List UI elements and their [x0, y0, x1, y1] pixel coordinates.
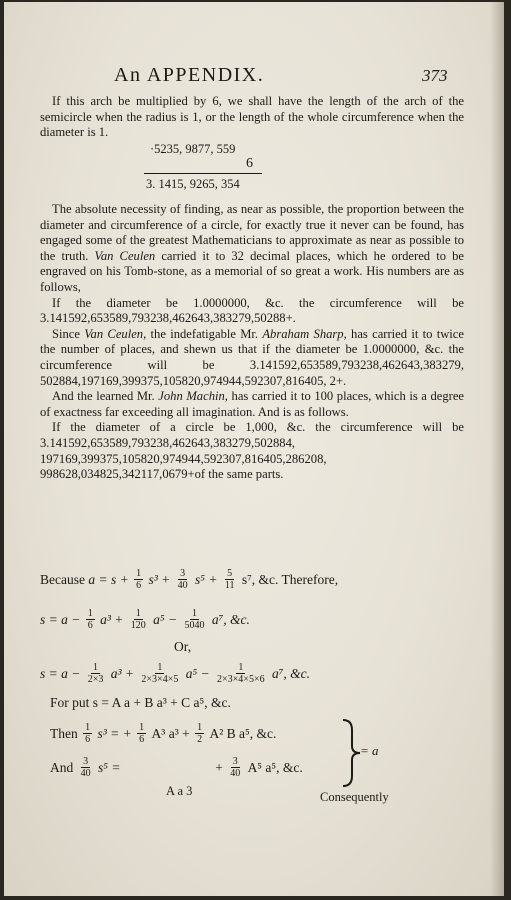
numerator: 1: [238, 662, 244, 673]
equation-s-series: [40, 608, 480, 638]
math-text: a = s +: [88, 571, 129, 587]
catchword: Consequently: [320, 790, 389, 804]
name-abraham-sharp: Abraham Sharp,: [262, 326, 347, 341]
equation-then: [50, 722, 490, 752]
denominator: 2×3×4×5: [141, 674, 179, 685]
paragraph-sharp: [40, 327, 464, 389]
fraction: [86, 662, 106, 685]
calc-multiplicand: ·5235, 9877, 559: [150, 142, 236, 156]
numerator: 1: [197, 722, 203, 733]
math-text: And: [50, 759, 74, 775]
equation-s-factorial: [40, 662, 480, 692]
denominator: 2×3: [87, 674, 104, 685]
numerator: 1: [87, 608, 93, 619]
text-run: The absolute necessity of finding, as near as possible, the proportion between the diameter and circumference of a circle, for exactly true it never can be found, has engaged some of the greatest Mathematicians to approximate as near as possible to the truth.: [40, 202, 464, 263]
calc-result: 3. 1415, 9265, 354: [146, 177, 240, 191]
numerator: 3: [180, 568, 186, 579]
math-text: A² B a⁵, &c.: [209, 725, 277, 741]
denominator: 40: [177, 580, 188, 591]
denominator: 6: [136, 580, 142, 591]
running-title: An APPENDIX.: [114, 64, 265, 86]
book-page: [4, 2, 504, 896]
fraction: [86, 608, 95, 631]
page-header: [4, 64, 504, 88]
text-run: carried it to 32 decimal places, which he ordered to be engraved on his Tomb-stone, as a memorial of so great a work. His numbers are as follows,: [40, 248, 464, 294]
equation-and: [50, 756, 490, 786]
equation-because: [40, 568, 480, 598]
fraction: [83, 722, 92, 745]
math-text: s⁵ +: [195, 571, 218, 587]
math-text: a⁵ −: [153, 611, 178, 627]
denominator: 6: [87, 620, 93, 631]
denominator: 6: [85, 734, 91, 745]
math-text: s⁷, &c. Therefore,: [241, 571, 339, 587]
math-text: A³ a³ +: [151, 725, 190, 741]
math-text: a³ +: [100, 611, 124, 627]
text-run: And the learned Mr.: [52, 389, 155, 404]
fraction: [182, 608, 206, 631]
denominator: 40: [80, 768, 91, 779]
fraction: [228, 756, 242, 779]
math-text: s³ = +: [97, 725, 132, 741]
numerator: 1: [191, 608, 197, 619]
math-text: a³ +: [110, 665, 135, 681]
math-text: +: [215, 759, 223, 775]
fraction: [79, 756, 93, 779]
paragraph-machin-value: If the diameter of a circle be 1,000, &c. the circumference will be 3.141592,653589,793238,462643,383279,502884, 197169,399375,105820,974944,592307,816405,286208, 998628,034825,342117,0679+of the same parts.: [40, 420, 464, 482]
math-text: a⁵ −: [185, 665, 210, 681]
fraction: [134, 568, 143, 591]
math-text: a⁷, &c.: [271, 665, 311, 681]
fraction: [176, 568, 190, 591]
right-brace-icon: [340, 718, 362, 788]
text-run: the indefatigable Mr.: [150, 326, 259, 341]
math-text: Because: [40, 571, 85, 587]
numerator: 1: [157, 662, 163, 673]
numerator: 1: [136, 568, 142, 579]
text-line: If this arch be multiplied by 6, we shall have the length of the arch of the semicircle when the radius is 1, or the length of the whole circumference when the diameter is 1.: [40, 94, 464, 140]
calc-multiplier: 6: [246, 156, 253, 171]
fraction: [223, 568, 237, 591]
numerator: 1: [85, 722, 91, 733]
denominator: 120: [130, 620, 146, 631]
numerator: 1: [139, 722, 145, 733]
fraction: [139, 662, 180, 685]
paragraph-necessity: [40, 202, 464, 296]
fraction: [137, 722, 146, 745]
denominator: 5040: [184, 620, 205, 631]
numerator: 3: [232, 756, 238, 767]
equals-a: = a: [360, 743, 379, 758]
math-text: s³ +: [148, 571, 171, 587]
fraction: [215, 662, 267, 685]
math-text: s⁵ =: [98, 759, 121, 775]
equation-for-put: [50, 694, 490, 724]
paragraph-block-pi: [40, 202, 464, 483]
denominator: 2: [197, 734, 203, 745]
name-van-ceulen: Van Ceulen: [94, 248, 156, 263]
page-edge-shadow: [490, 2, 504, 896]
math-text: Then: [50, 725, 78, 741]
denominator: 40: [230, 768, 241, 779]
fraction: [195, 722, 204, 745]
numerator: 5: [227, 568, 233, 579]
calc-rule: [144, 173, 262, 174]
page-number: 373: [422, 66, 448, 85]
name-john-machin: John Machin,: [158, 389, 228, 404]
math-text: A⁵ a⁵, &c.: [247, 759, 303, 775]
signature-mark: A a 3: [166, 784, 193, 798]
text-run: Since: [52, 326, 80, 341]
math-text: Or,: [174, 638, 192, 654]
math-text: s = a −: [40, 665, 81, 681]
paragraph-machin: [40, 389, 464, 420]
name-van-ceulen: Van Ceulen,: [84, 326, 147, 341]
denominator: 2×3×4×5×6: [217, 674, 265, 685]
fraction: [129, 608, 148, 631]
math-text: For put s = A a + B a³ + C a⁵, &c.: [50, 694, 231, 710]
math-text: a⁷, &c.: [211, 611, 250, 627]
numerator: 1: [93, 662, 99, 673]
paragraph-arch-multiplied: [40, 94, 464, 141]
denominator: 11: [224, 580, 235, 591]
math-text: s = a −: [40, 611, 81, 627]
numerator: 1: [135, 608, 141, 619]
numerator: 3: [83, 756, 89, 767]
text-run: has carried it to 100 places, which is a degree of exactness far exceeding all imagination. And is as follows.: [40, 389, 465, 419]
paragraph-van-ceulen-value: If the diameter be 1.0000000, &c. the circumference will be 3.141592,653589,793238,462643,383279,50288+.: [40, 295, 464, 326]
text-run: has carried it to twice the number of places, and shewn us that if the diameter be 1.0000000, &c. the circumference will be 3.141592,653589,793238,462643,383279, 502884,197169,399375,105820,974944,592307,816405, 2+.: [40, 326, 464, 388]
denominator: 6: [139, 734, 145, 745]
